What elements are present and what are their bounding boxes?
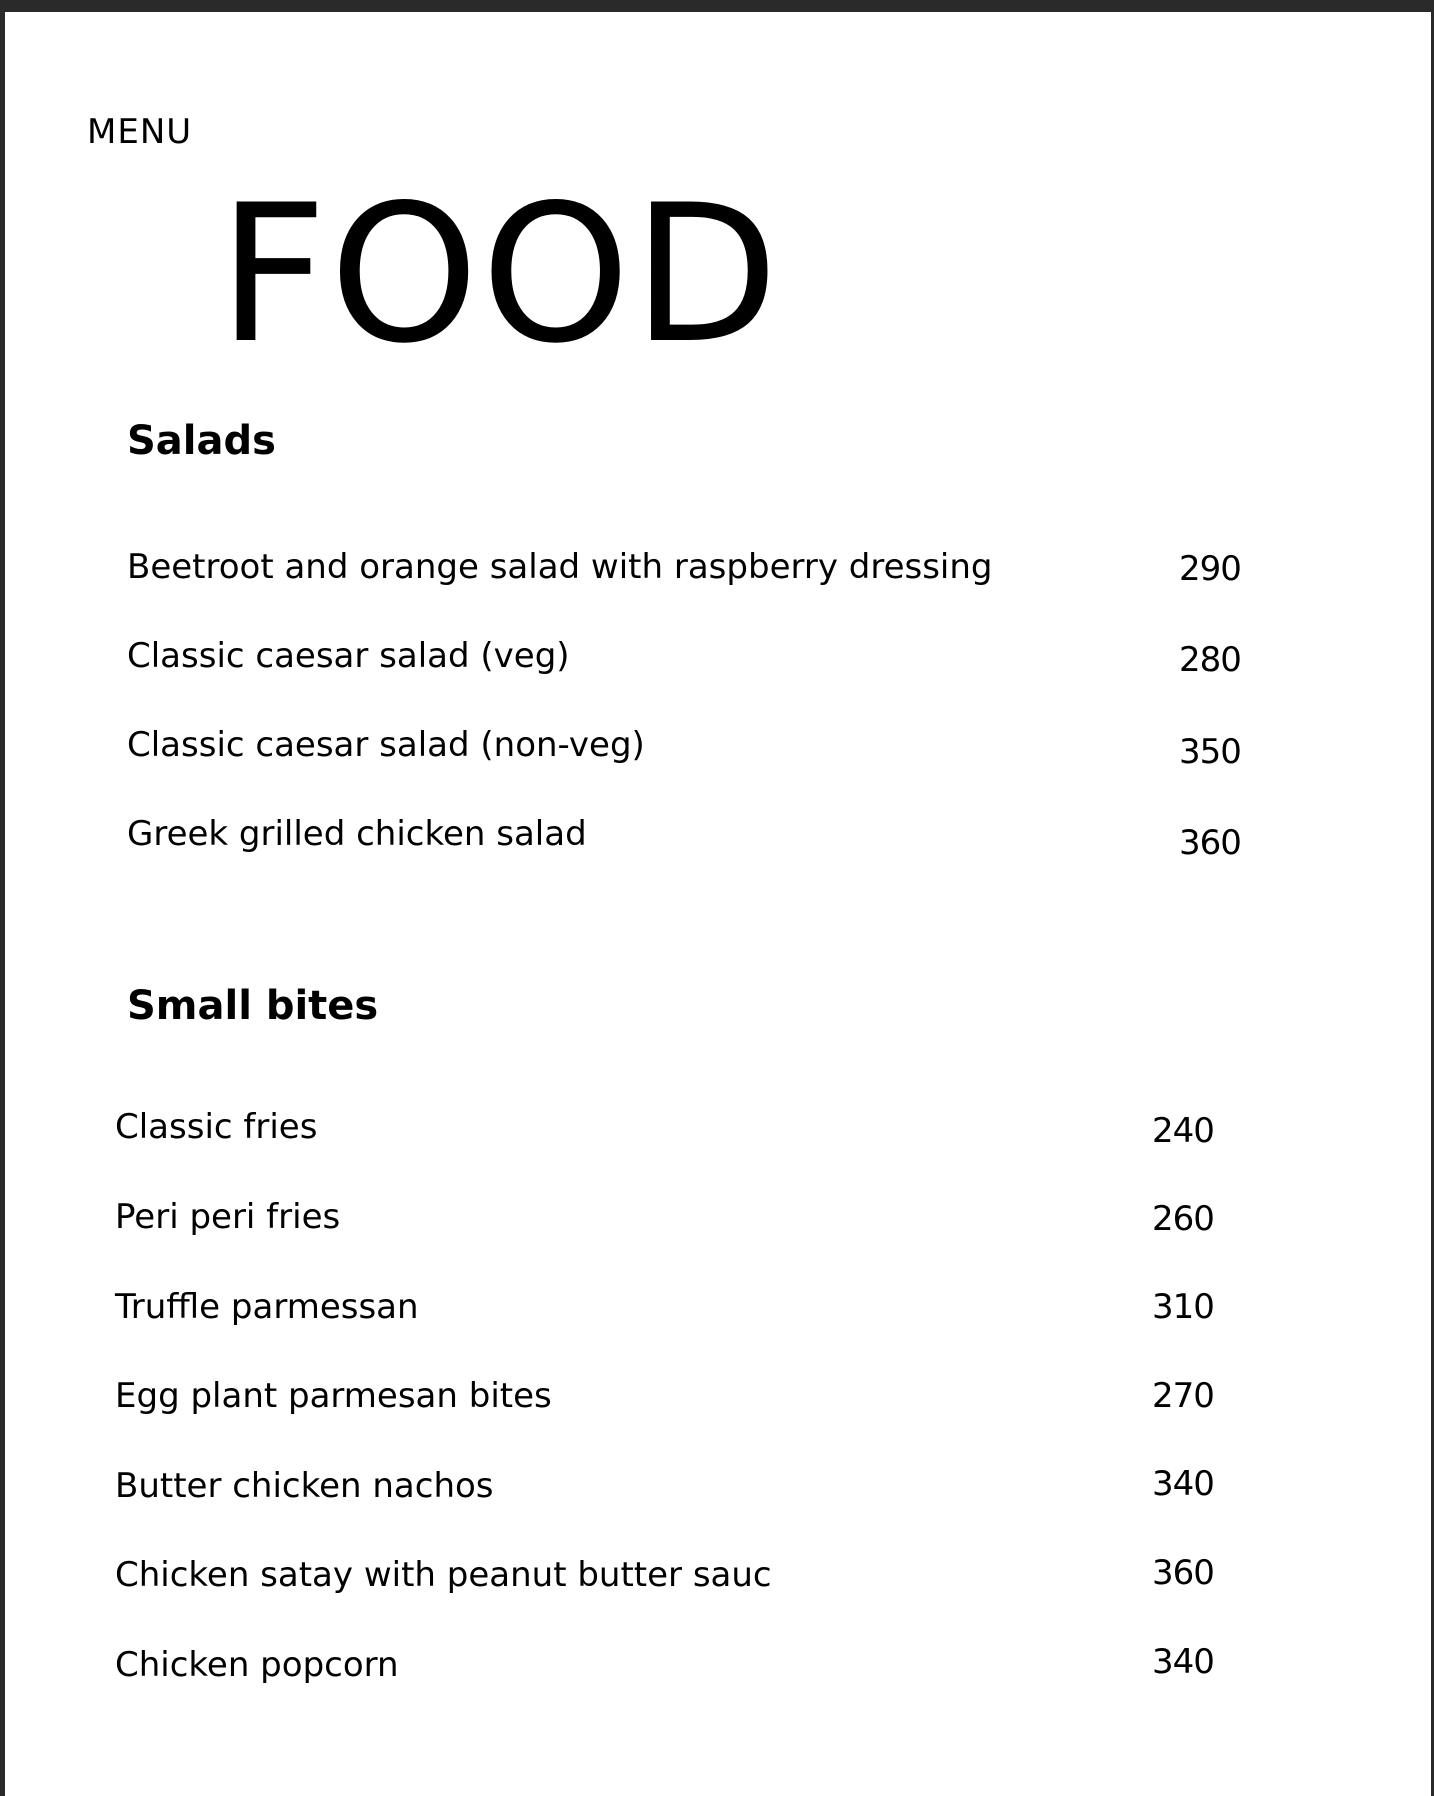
menu-item-name: Egg plant parmesan bites <box>115 1376 552 1416</box>
menu-item-name: Classic caesar salad (veg) <box>127 636 570 676</box>
menu-item-price: 340 <box>1152 1464 1214 1504</box>
page-title: FOOD <box>218 164 781 385</box>
menu-item-name: Butter chicken nachos <box>115 1466 494 1506</box>
section-title-salads: Salads <box>127 418 276 464</box>
menu-item-price: 260 <box>1152 1199 1214 1239</box>
menu-item-price: 290 <box>1179 549 1241 589</box>
menu-item-name: Classic fries <box>115 1107 318 1147</box>
menu-item-price: 310 <box>1152 1287 1214 1327</box>
section-title-small-bites: Small bites <box>127 983 379 1029</box>
menu-page <box>5 12 1431 1796</box>
menu-item-price: 360 <box>1152 1553 1214 1593</box>
menu-item-name: Beetroot and orange salad with raspberry dressing <box>127 547 993 587</box>
menu-item-price: 360 <box>1179 823 1241 863</box>
menu-item-name: Truffle parmessan <box>115 1287 419 1327</box>
menu-item-price: 240 <box>1152 1111 1214 1151</box>
menu-item-name: Chicken satay with peanut butter sauc <box>115 1555 772 1595</box>
menu-item-price: 280 <box>1179 640 1241 680</box>
menu-item-price: 350 <box>1179 732 1241 772</box>
menu-item-price: 340 <box>1152 1642 1214 1682</box>
menu-item-name: Peri peri fries <box>115 1197 341 1237</box>
menu-item-price: 270 <box>1152 1376 1214 1416</box>
menu-item-name: Chicken popcorn <box>115 1645 399 1685</box>
menu-label: MENU <box>87 112 193 152</box>
menu-item-name: Greek grilled chicken salad <box>127 814 587 854</box>
menu-item-name: Classic caesar salad (non-veg) <box>127 725 645 765</box>
